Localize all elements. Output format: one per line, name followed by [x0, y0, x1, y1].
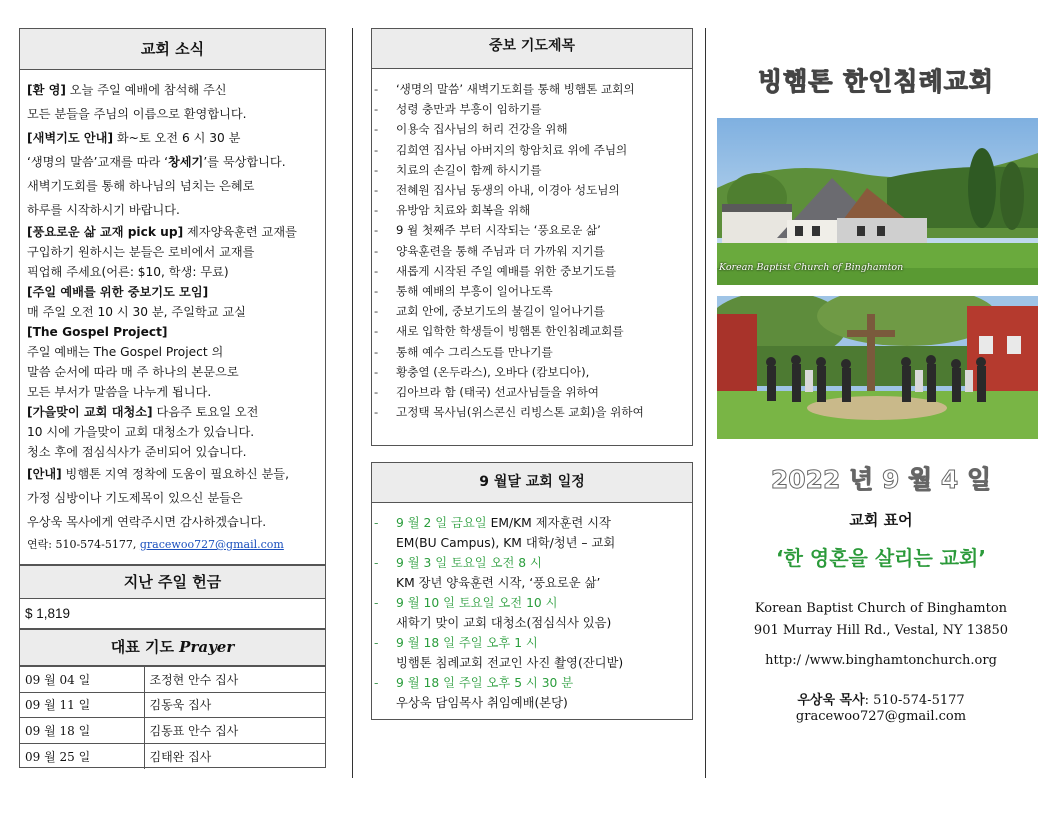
- schedule-date: [396, 513, 688, 533]
- news-line-text: 구입하기 원하시는 분들은 로비에서 교재를: [27, 245, 255, 259]
- news-line: [27, 78, 319, 102]
- schedule-date-text: 9 월 18 일 주일 오후 5 시 30 분: [396, 676, 574, 690]
- news-line-text: 하루를 시작하시기 바랍니다.: [27, 203, 180, 217]
- news-line: [27, 242, 319, 262]
- schedule-event: [372, 553, 688, 593]
- church-address: 901 Murray Hill Rd., Vestal, NY 13850: [753, 623, 1009, 638]
- congregation-photo: [717, 296, 1038, 439]
- intercession-item: - 김희연 집사님 아버지의 항암치료 위에 주님의: [372, 140, 688, 160]
- news-line: [27, 174, 319, 198]
- news-line-text: ’를 묵상합니다.: [203, 155, 286, 169]
- news-line: [27, 382, 319, 402]
- news-line-heading: [안내]: [27, 467, 62, 481]
- news-line-heading: [주일 예배를 위한 중보기도 모임]: [27, 285, 209, 299]
- prayer-title-en: Prayer: [179, 638, 235, 656]
- intercession-item: - 치료의 손길이 함께 하시기를: [372, 160, 688, 180]
- prayer-leader: 김태완 집사: [144, 743, 325, 769]
- news-line-text: 10 시에 가을맞이 교회 대청소가 있습니다.: [27, 425, 255, 439]
- church-name: 빙햄톤 한인침례교회: [757, 67, 995, 96]
- schedule-box: [371, 462, 693, 720]
- column-divider-2: [705, 28, 706, 778]
- schedule-date: [396, 593, 688, 613]
- news-line: [27, 198, 319, 222]
- intercession-item: - 교회 안에, 중보기도의 불길이 일어나기를: [372, 301, 688, 321]
- news-line-text: 모든 분들을 주님의 이름으로 환영합니다.: [27, 107, 247, 121]
- intercession-item: - 새롭게 시작된 주일 예배를 위한 중보기도를: [372, 261, 688, 281]
- news-line-heading: [The Gospel Project]: [27, 325, 168, 339]
- news-line-heading: [풍요로운 삶 교재 pick up]: [27, 225, 184, 239]
- pastor-email[interactable]: gracewoo727@gmail.com: [795, 709, 967, 724]
- news-line-heading: [가을맞이 교회 대청소]: [27, 405, 153, 419]
- intercession-title: 중보 기도제목: [372, 29, 692, 69]
- news-line-text: 제자양육훈련 교재를: [183, 225, 297, 239]
- bulletin-date: 2022 년 9 월 4 일: [770, 465, 992, 494]
- news-line: [27, 402, 319, 422]
- news-line: [27, 486, 319, 510]
- intercession-item: - 고정택 목사님(위스콘신 리빙스톤 교회)을 위하여: [372, 402, 688, 422]
- news-line-heading: [환 영]: [27, 83, 66, 97]
- schedule-description: 새학기 맞이 교회 대청소(점심식사 있음): [396, 616, 612, 630]
- news-line-text: 새벽기도회를 통해 하나님의 넘치는 은혜로: [27, 179, 255, 193]
- news-line-heading: [새벽기도 안내]: [27, 131, 114, 145]
- offering-amount: $ 1,819: [25, 606, 71, 621]
- news-line-text: 다음주 토요일 오전: [152, 405, 259, 419]
- intercession-item: - ‘생명의 말씀’ 새벽기도회를 통해 빙햄톤 교회의: [372, 79, 688, 99]
- schedule-date-detail: EM/KM 제자훈련 시작: [486, 516, 611, 530]
- news-line-text: 픽업해 주세요(어른: $10, 학생: 무료): [27, 265, 229, 279]
- schedule-description: KM 장년 양육훈련 시작, ‘풍요로운 삶’: [396, 576, 601, 590]
- news-line-text: 우상욱 목사에게 연락주시면 감사하겠습니다.: [27, 515, 267, 529]
- schedule-date-text: 9 월 18 일 주일 오후 1 시: [396, 636, 538, 650]
- prayer-date: 09 월 18 일: [20, 718, 144, 744]
- prayer-leader: 조정현 안수 집사: [144, 667, 325, 693]
- prayer-row: [20, 692, 325, 718]
- prayer-box: [19, 629, 326, 768]
- intercession-list: [372, 69, 692, 422]
- church-name-en: Korean Baptist Church of Binghamton: [754, 601, 1008, 616]
- church-building-photo: [717, 118, 1038, 285]
- intercession-item: - 김아브라 함 (태국) 선교사님들을 위하여: [372, 382, 688, 402]
- news-line-text: 주일 예배는 The Gospel Project 의: [27, 345, 224, 359]
- pastor-name: 우상욱 목사: [797, 693, 865, 708]
- news-line-text: 빙햄톤 지역 정착에 도움이 필요하신 분들,: [61, 467, 289, 481]
- news-line: [27, 510, 319, 534]
- intercession-item: - 유방암 치료와 회복을 위해: [372, 200, 688, 220]
- schedule-description: 우상욱 담임목사 취임예배(본당): [396, 696, 568, 710]
- news-line-text: 가정 심방이나 기도제목이 있으신 분들은: [27, 491, 243, 505]
- news-line: [27, 442, 319, 462]
- news-line-text: 모든 부서가 말씀을 나누게 됩니다.: [27, 385, 212, 399]
- intercession-item: - 황충열 (온두라스), 오바다 (캄보디아),: [372, 362, 688, 382]
- news-line: [27, 262, 319, 282]
- prayer-title: [20, 630, 325, 666]
- church-news-box: [19, 28, 326, 565]
- prayer-leader: 김동표 안수 집사: [144, 718, 325, 744]
- pastor-contact: [716, 689, 1046, 708]
- news-line: [27, 102, 319, 126]
- intercession-item: - 양육훈련을 통해 주님과 더 가까워 지기를: [372, 241, 688, 261]
- news-line: [27, 126, 319, 150]
- intercession-item: - 성령 충만과 부흥이 임하기를: [372, 99, 688, 119]
- prayer-date: 09 월 11 일: [20, 692, 144, 718]
- schedule-date-text: 9 월 2 일 금요일: [396, 516, 487, 530]
- news-contact-text: 연락: 510-574-5177,: [27, 538, 140, 551]
- church-motto: ‘한 영혼을 살리는 교회’: [776, 546, 986, 570]
- schedule-date-text: 9 월 10 일 토요일 오전 10 시: [396, 596, 558, 610]
- news-line: [27, 282, 319, 302]
- prayer-row: [20, 718, 325, 744]
- news-line: [27, 322, 319, 342]
- schedule-date: [396, 673, 688, 693]
- schedule-event: [372, 633, 688, 673]
- news-line-text: ‘생명의 말씀’교재를 따라 ‘: [27, 155, 168, 169]
- intercession-item: - 새로 입학한 학생들이 빙햄톤 한인침례교회를: [372, 321, 688, 341]
- schedule-list: [372, 503, 692, 713]
- intercession-item: - 통해 예수 그리스도를 만나기를: [372, 342, 688, 362]
- schedule-date-text: 9 월 3 일 토요일 오전 8 시: [396, 556, 542, 570]
- column-divider-1: [352, 28, 353, 778]
- news-line: [27, 222, 319, 242]
- prayer-leader: 김동욱 집사: [144, 692, 325, 718]
- news-line: [27, 302, 319, 322]
- news-line-text: 청소 후에 점심식사가 준비되어 있습니다.: [27, 445, 247, 459]
- intercession-item: - 9 월 첫째주 부터 시작되는 ‘풍요로운 삶’: [372, 220, 688, 240]
- prayer-date: 09 월 04 일: [20, 667, 144, 693]
- news-line: [27, 462, 319, 486]
- news-line-text: 말씀 순서에 따라 매 주 하나의 본문으로: [27, 365, 239, 379]
- news-contact-email[interactable]: gracewoo727@gmail.com: [139, 538, 284, 551]
- intercession-item: - 전혜원 집사님 동생의 아내, 이경아 성도님의: [372, 180, 688, 200]
- prayer-row: [20, 667, 325, 693]
- schedule-date: [396, 633, 688, 653]
- news-line-text: 오늘 주일 예배에 참석해 주신: [65, 83, 227, 97]
- prayer-date: 09 월 25 일: [20, 743, 144, 769]
- schedule-date: [396, 553, 688, 573]
- intercession-box: [371, 28, 693, 446]
- schedule-description: EM(BU Campus), KM 대학/청년 – 교회: [396, 536, 616, 550]
- schedule-event: [372, 513, 688, 553]
- schedule-event: [372, 593, 688, 633]
- prayer-title-ko: 대표 기도: [110, 638, 174, 656]
- intercession-item: - 통해 예배의 부흥이 일어나도록: [372, 281, 688, 301]
- schedule-title: 9 월달 교회 일정: [372, 463, 692, 503]
- schedule-description: 빙햄톤 침례교회 전교인 사진 촬영(잔디밭): [396, 656, 624, 670]
- photo-caption: Korean Baptist Church of Binghamton: [719, 262, 904, 273]
- prayer-table: [20, 666, 325, 769]
- news-line: [27, 150, 319, 174]
- offering-title: 지난 주일 헌금: [20, 566, 325, 599]
- church-news-body: [20, 70, 325, 556]
- news-line-emphasis: 창세기: [167, 155, 204, 169]
- motto-title: 교회 표어: [849, 511, 913, 529]
- pastor-phone: : 510-574-5177: [864, 693, 965, 708]
- news-contact-line: [27, 534, 319, 556]
- news-line: [27, 422, 319, 442]
- intercession-item: - 이용숙 집사님의 허리 건강을 위해: [372, 119, 688, 139]
- schedule-event: [372, 673, 688, 713]
- news-line-text: 화~토 오전 6 시 30 분: [113, 131, 241, 145]
- church-news-title: 교회 소식: [20, 29, 325, 70]
- news-line-text: 매 주일 오전 10 시 30 분, 주일학교 교실: [27, 305, 246, 319]
- news-line: [27, 362, 319, 382]
- prayer-row: [20, 743, 325, 769]
- news-line: [27, 342, 319, 362]
- offering-box: [19, 565, 326, 629]
- church-website[interactable]: http:/ /www.binghamtonchurch.org: [765, 653, 997, 668]
- church-building-image: [717, 118, 1038, 285]
- congregation-image: [717, 296, 1038, 439]
